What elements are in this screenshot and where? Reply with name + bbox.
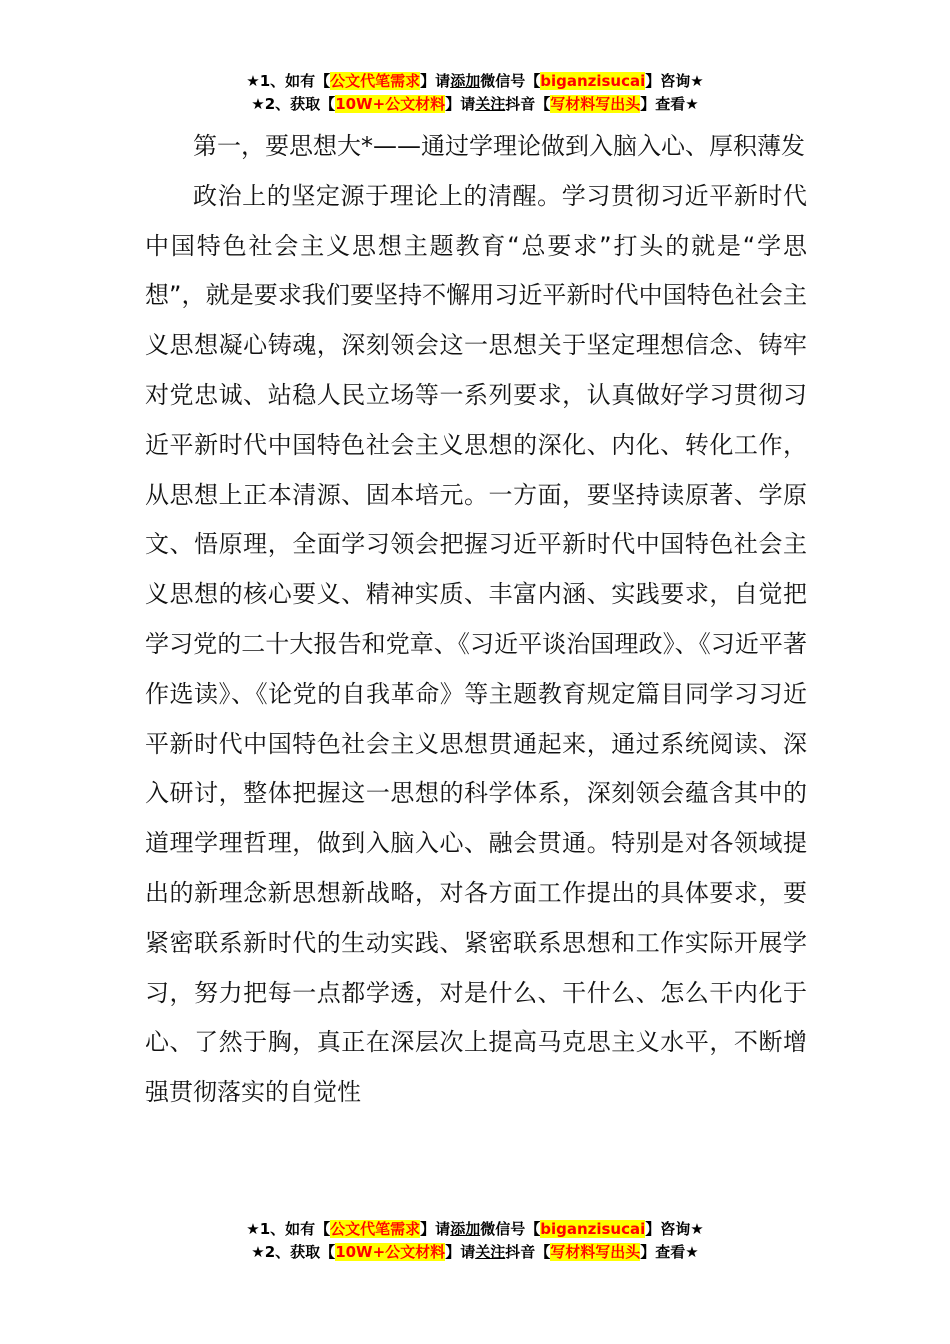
promo-highlight: 10W+公文材料 — [335, 95, 446, 113]
document-body — [145, 122, 807, 1118]
promo-highlight: 写材料写出头 — [550, 95, 641, 113]
promo-highlight: 公文代笔需求 — [330, 72, 421, 90]
promo-highlight: 10W+公文材料 — [335, 1243, 446, 1261]
section-heading: 第一，要思想大*——通过学理论做到入脑入心、厚积薄发 — [193, 132, 805, 160]
promo-line-1: ★1、如有【公文代笔需求】请添加微信号【biganzisucai】咨询★ — [246, 1220, 704, 1238]
promo-line-2: ★2、获取【10W+公文材料】请关注抖音【写材料写出头】查看★ — [251, 1243, 699, 1261]
promo-highlight: 公文代笔需求 — [330, 1220, 421, 1238]
promo-line-1: ★1、如有【公文代笔需求】请添加微信号【biganzisucai】咨询★ — [246, 72, 704, 90]
header-promo-banner — [0, 70, 950, 116]
promo-highlight: biganzisucai — [540, 1220, 646, 1238]
body-paragraph: 政治上的坚定源于理论上的清醒。学习贯彻习近平新时代中国特色社会主义思想主题教育“总要求”打头的就是“学思想”，就是要求我们要坚持不懈用习近平新时代中国特色社会主义思想凝心铸魂，深刻领会这一思想关于坚定理想信念、铸牢对党忠诚、站稳人民立场等一系列要求，认真做好学习贯彻习近平新时代中国特色社会主义思想的深化、内化、转化工作，从思想上正本清源、固本培元。一方面，要坚持读原著、学原文、悟原理，全面学习领会把握习近平新时代中国特色社会主义思想的核心要义、精神实质、丰富内涵、实践要求，自觉把学习党的二十大报告和党章、《习近平谈治国理政》、《习近平著作选读》、《论党的自我革命》等主题教育规定篇目同学习习近平新时代中国特色社会主义思想贯通起来，通过系统阅读、深入研讨，整体把握这一思想的科学体系，深刻领会蕴含其中的道理学理哲理，做到入脑入心、融会贯通。特别是对各领域提出的新理念新思想新战略，对各方面工作提出的具体要求，要紧密联系新时代的生动实践、紧密联系思想和工作实际开展学习，努力把每一点都学透，对是什么、干什么、怎么干内化于心、了然于胸，真正在深层次上提高马克思主义水平，不断增强贯彻落实的自觉性 — [145, 181, 807, 1107]
promo-highlight: biganzisucai — [540, 72, 646, 90]
promo-line-2: ★2、获取【10W+公文材料】请关注抖音【写材料写出头】查看★ — [251, 95, 699, 113]
promo-highlight: 写材料写出头 — [550, 1243, 641, 1261]
footer-promo-banner — [0, 1218, 950, 1264]
